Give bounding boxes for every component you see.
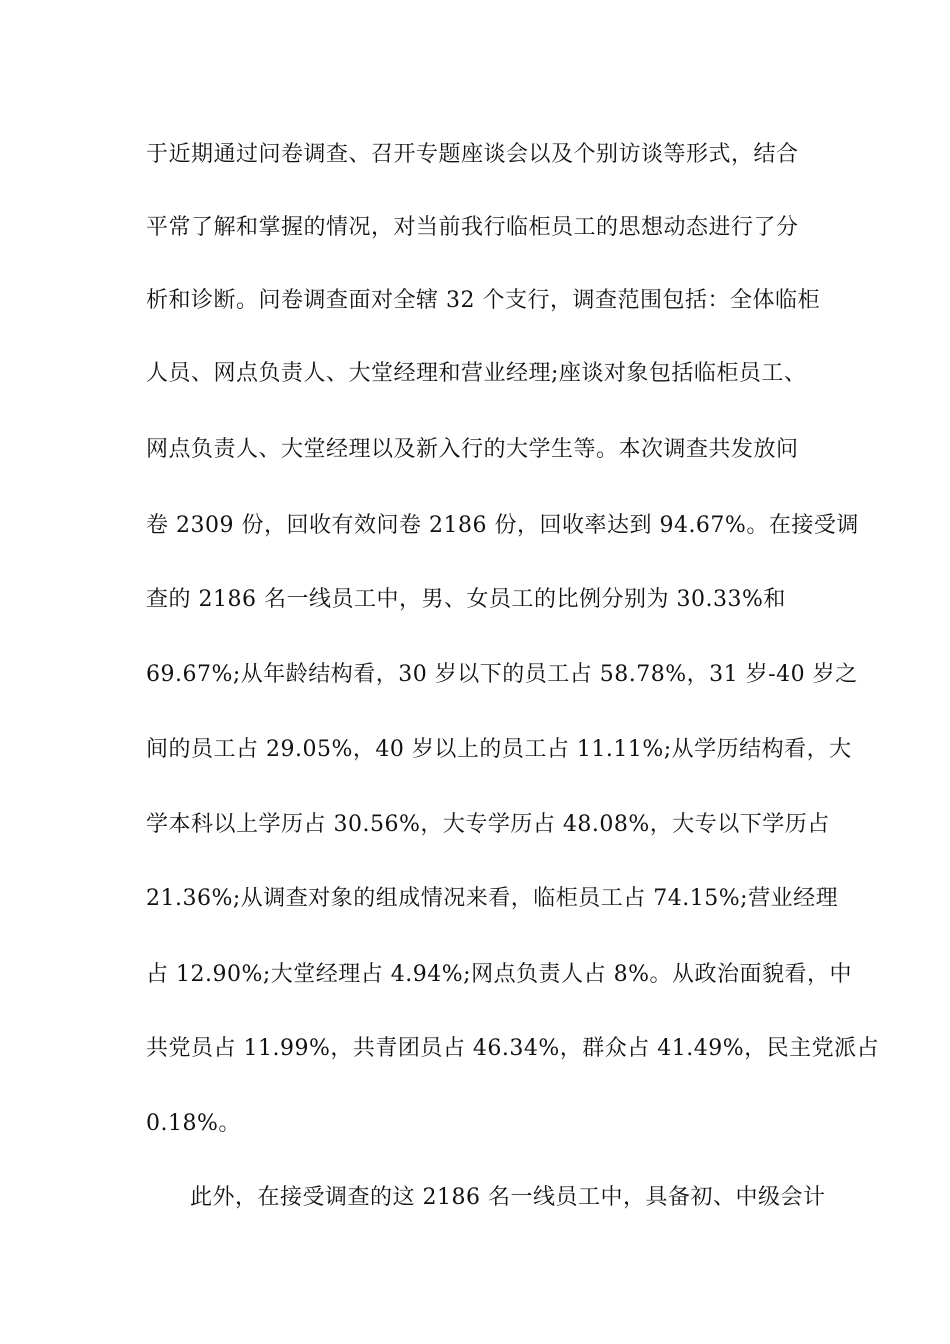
text-line: 21.36%;从调查对象的组成情况来看，临柜员工占 74.15%;营业经理 [146, 886, 839, 911]
text-line: 占 12.90%;大堂经理占 4.94%;网点负责人占 8%。从政治面貌看，中 [146, 962, 852, 987]
text-line: 此外，在接受调查的这 2186 名一线员工中，具备初、中级会计 [190, 1185, 826, 1210]
text-line: 学本科以上学历占 30.56%，大专学历占 48.08%，大专以下学历占 [146, 812, 830, 837]
text-line: 间的员工占 29.05%，40 岁以上的员工占 11.11%;从学历结构看，大 [146, 737, 852, 762]
text-line: 共党员占 11.99%，共青团员占 46.34%，群众占 41.49%，民主党派占 [146, 1036, 880, 1061]
text-line: 69.67%;从年龄结构看，30 岁以下的员工占 58.78%，31 岁-40 岁之 [146, 662, 858, 687]
text-line: 卷 2309 份，回收有效问卷 2186 份，回收率达到 94.67%。在接受调 [146, 513, 859, 538]
text-line: 人员、网点负责人、大堂经理和营业经理;座谈对象包括临柜员工、 [146, 361, 807, 386]
text-line: 于近期通过问卷调查、召开专题座谈会以及个别访谈等形式，结合 [146, 142, 799, 167]
text-line: 查的 2186 名一线员工中，男、女员工的比例分别为 30.33%和 [146, 587, 786, 612]
text-line: 0.18%。 [146, 1111, 241, 1136]
text-line: 析和诊断。问卷调查面对全辖 32 个支行，调查范围包括：全体临柜 [146, 288, 820, 313]
text-line: 网点负责人、大堂经理以及新入行的大学生等。本次调查共发放问 [146, 437, 799, 462]
text-line: 平常了解和掌握的情况，对当前我行临柜员工的思想动态进行了分 [146, 215, 799, 240]
